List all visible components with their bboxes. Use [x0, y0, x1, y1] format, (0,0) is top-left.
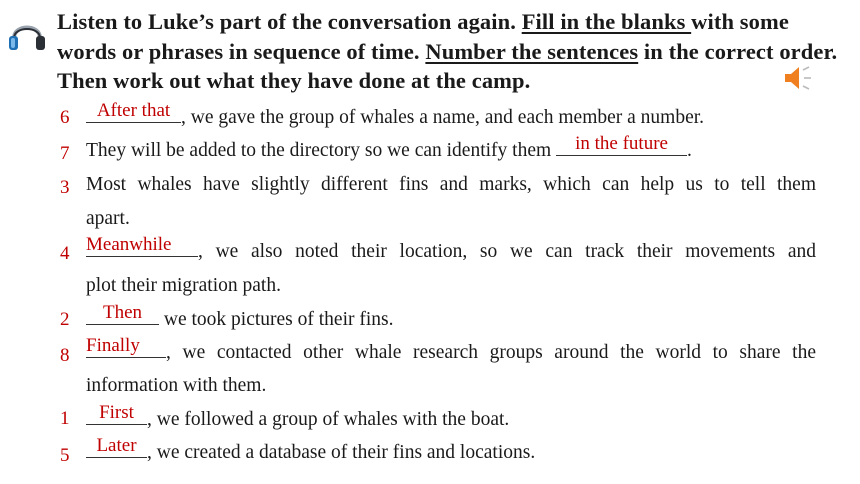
number-sentences-phrase: Number the sentences: [425, 38, 639, 64]
sentence-text: .: [687, 140, 692, 161]
answer-text: Later: [96, 435, 137, 456]
answer-text: Finally: [86, 335, 140, 356]
answer-text: After that: [96, 100, 171, 121]
sentence-line: [86, 336, 816, 370]
answer-text: First: [99, 402, 134, 423]
item-number: 7: [60, 143, 70, 164]
answer-blank[interactable]: [86, 336, 166, 358]
answer-text: Then: [102, 302, 143, 323]
sentence: [86, 134, 816, 168]
answer-blank[interactable]: [86, 303, 159, 325]
sentence-line: Most whales have slightly different fins and marks, which can help us to tell them: [86, 174, 816, 195]
sentence: [86, 101, 816, 135]
headphone-icon[interactable]: [6, 14, 48, 56]
answer-blank[interactable]: [86, 403, 147, 425]
sentence-text: , we contacted other whale research groups around the world to share the: [166, 342, 816, 363]
fill-blanks-phrase: Fill in the blanks: [521, 9, 692, 34]
instruction-text: Listen to Luke’s part of the conversation again.: [57, 9, 522, 34]
sentence-line: information with them.: [86, 375, 267, 396]
answer-blank[interactable]: [86, 436, 147, 458]
sentence-text: , we followed a group of whales with the boat.: [147, 409, 510, 430]
answer-blank[interactable]: [556, 134, 687, 156]
answer-text: in the future: [575, 133, 668, 154]
item-number: 4: [60, 243, 70, 264]
item-number: 3: [60, 177, 70, 198]
item-number: 6: [60, 107, 70, 128]
item-number: 8: [60, 345, 70, 366]
answer-blank[interactable]: [86, 235, 198, 257]
instructions: [57, 7, 852, 96]
sentence-line: apart.: [86, 208, 130, 229]
item-number: 2: [60, 309, 70, 330]
sentence: [86, 436, 816, 470]
sentence-text: , we created a database of their fins and locations.: [147, 442, 536, 463]
sentence-text: we took pictures of their fins.: [159, 309, 394, 330]
instruction-text: with some words or phrases in sequence of time.: [57, 9, 789, 64]
sentence-text: , we also noted their location, so we can track their movements and: [198, 241, 816, 262]
sentence: [86, 403, 816, 437]
instruction-text: in the correct order. Then work out what they have done at the camp.: [57, 38, 838, 93]
item-number: 5: [60, 445, 70, 466]
sentence-text: , we gave the group of whales a name, and each member a number.: [181, 107, 705, 128]
sentence: [86, 303, 816, 337]
sentence-line: plot their migration path.: [86, 275, 281, 296]
answer-text: Meanwhile: [86, 234, 172, 255]
speaker-icon[interactable]: [782, 64, 814, 92]
answer-blank[interactable]: [86, 101, 181, 123]
sentence-line: [86, 235, 816, 269]
sentence-text: They will be added to the directory so we can identify them: [86, 140, 557, 161]
item-number: 1: [60, 408, 70, 429]
